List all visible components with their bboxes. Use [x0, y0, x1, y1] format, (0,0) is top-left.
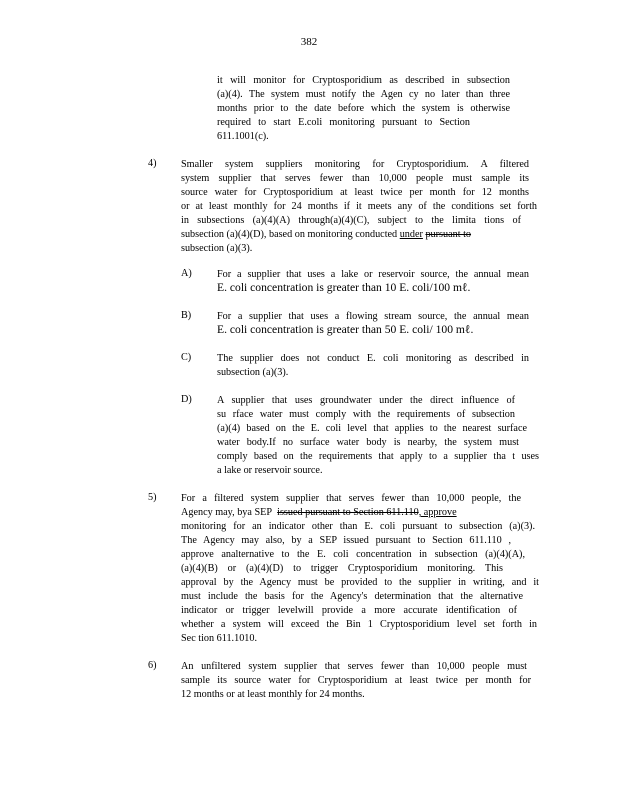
- text-line: subsection (a)(3).: [217, 367, 289, 378]
- text-line: 611.1001(c).: [217, 131, 269, 142]
- inserted-text: under: [399, 229, 423, 240]
- text-line: required to start E.coli monitoring pursuant to Section: [217, 117, 470, 128]
- text-line: months prior to the date before which the system is otherwise: [217, 103, 510, 114]
- text-line: A supplier that uses groundwater under the direct influence of: [217, 395, 515, 406]
- text-line: [181, 228, 471, 242]
- subitem-marker: A): [181, 268, 192, 279]
- text-line: subsection (a)(3).: [181, 243, 253, 254]
- text-line: Sec tion 611.1010.: [181, 633, 258, 644]
- text-line: water body.If no surface water body is nearby, the system must: [217, 437, 519, 448]
- deleted-text: issued pursuant to Section 611.110: [277, 507, 419, 518]
- inserted-text: , approve: [418, 507, 457, 518]
- text-line: (a)(4) based on the E. coli level that applies to the nearest surface: [217, 423, 527, 434]
- text-line: [181, 506, 457, 520]
- text-line: whether a system will exceed the Bin 1 Cryptosporidium level set forth in: [181, 619, 537, 630]
- item-marker: 4): [148, 158, 157, 169]
- text-line: (a)(4)(B) or (a)(4)(D) to trigger Cryptosporidium monitoring. This: [181, 563, 503, 574]
- text-line: sample its source water for Cryptosporidium at least twice per month for: [181, 675, 531, 686]
- text-line: For a supplier that uses a flowing stream source, the annual mean: [217, 311, 529, 322]
- text-line: An unfiltered system supplier that serves fewer than 10,000 people must: [181, 661, 527, 672]
- text-line: For a supplier that uses a lake or reservoir source, the annual mean: [217, 269, 529, 280]
- page-number: 382: [300, 36, 318, 48]
- text-line: must include the basis for the Agency's determination that the alternative: [181, 591, 523, 602]
- item-marker: 6): [148, 660, 157, 671]
- text-line: or at least monthly for 24 months if it meets any of the conditions set forth: [181, 201, 537, 212]
- text-line: comply based on the requirements that apply to a supplier tha t uses: [217, 451, 539, 462]
- subitem-marker: B): [181, 310, 192, 321]
- text-line: monitoring for an indicator other than E. coli pursuant to subsection (a)(3).: [181, 521, 535, 532]
- subitem-marker: C): [181, 352, 192, 363]
- text-line: it will monitor for Cryptosporidium as described in subsection: [217, 75, 510, 86]
- item-marker: 5): [148, 492, 157, 503]
- text-line: indicator or trigger levelwill provide a more accurate identification of: [181, 605, 517, 616]
- text-line: The supplier does not conduct E. coli monitoring as described in: [217, 353, 529, 364]
- text-line: approve analternative to the E. coli concentration in subsection (a)(4)(A),: [181, 549, 525, 560]
- text-segment: Agency may, bya SEP: [181, 507, 273, 518]
- text-line: source water for Cryptosporidium at least twice per month for 12 months: [181, 187, 529, 198]
- text-line: 12 months or at least monthly for 24 months.: [181, 689, 365, 700]
- deleted-text: pursuant to: [425, 229, 472, 240]
- text-line: The Agency may also, by a SEP issued pursuant to Section 611.110 ,: [181, 535, 511, 546]
- text-line: (a)(4). The system must notify the Agen cy no later than three: [217, 89, 510, 100]
- text-line: su rface water must comply with the requirements of subsection: [217, 409, 515, 420]
- text-line: Smaller system suppliers monitoring for Cryptosporidium. A filtered: [181, 159, 529, 170]
- text-line: system supplier that serves fewer than 10,000 people must sample its: [181, 173, 529, 184]
- text-line: E. coli concentration is greater than 10 E. coli/100 mℓ.: [217, 281, 471, 294]
- text-line: E. coli concentration is greater than 50 E. coli/ 100 mℓ.: [217, 323, 474, 336]
- text-line: a lake or reservoir source.: [217, 465, 323, 476]
- text-line: in subsections (a)(4)(A) through(a)(4)(C), subject to the limita tions of: [181, 215, 521, 226]
- text-line: For a filtered system supplier that serves fewer than 10,000 people, the: [181, 493, 521, 504]
- text-segment: subsection (a)(4)(D), based on monitoring conducted: [181, 229, 398, 240]
- text-line: approval by the Agency must be provided to the supplier in writing, and it: [181, 577, 539, 588]
- subitem-marker: D): [181, 394, 192, 405]
